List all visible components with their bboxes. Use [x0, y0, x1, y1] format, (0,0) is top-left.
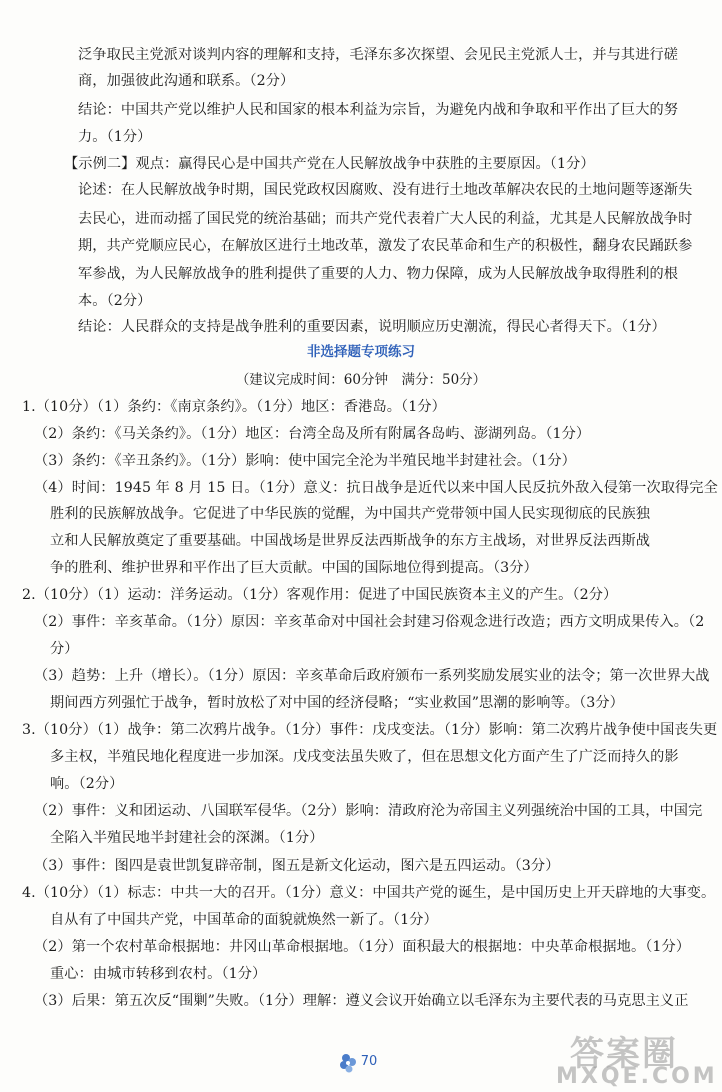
text-line: 商，加强彼此沟通和联系。（2分）: [78, 73, 295, 89]
answer-line: 响。（2分）: [50, 776, 124, 792]
text-line: 期，共产党顺应民心，在解放区进行土地改革，激发了农民革命和生产的积极性，翻身农民踊跃参: [78, 238, 693, 254]
answer-line: （2）第一个农村革命根据地：井冈山革命根据地。（1分）面积最大的根据地：中央革命根据地。（1分）: [34, 939, 691, 955]
answer-line: 期间西方列强忙于战争，暂时放松了对中国的经济侵略；“实业救国”思潮的影响等。（3分）: [50, 695, 624, 711]
answer-line: 胜利的民族解放战争。它促进了中华民族的觉醒，为中国共产党带领中国人民实现彻底的民族独: [50, 506, 651, 522]
watermark-top-text: 答案圈: [570, 1034, 678, 1074]
answer-line: （2）条约：《马关条约》。（1分）地区：台湾全岛及所有附属各岛屿、澎湖列岛。（1分）: [34, 426, 591, 442]
answer-line: 分）: [50, 641, 79, 657]
answer-line: 立和人民解放奠定了重要基础。中国战场是世界反法西斯战争的东方主战场，对世界反法西斯战: [50, 533, 651, 549]
answer-line: 全陷入半殖民地半封建社会的深渊。（1分）: [50, 830, 324, 846]
answer-line: 重心：由城市转移到农村。（1分）: [50, 966, 267, 982]
answer-line: 1.（10分）（1）条约：《南京条约》。（1分）地区：香港岛。（1分）: [22, 399, 446, 415]
answer-line: 自从有了中国共产党，中国革命的面貌就焕然一新了。（1分）: [50, 912, 438, 928]
answer-line: （3）趋势：上升（增长）。（1分）原因：辛亥革命后政府颁布一系列奖励发展实业的法令；第一次世界大战: [34, 668, 710, 684]
text-line: 结论：中国共产党以维护人民和国家的根本利益为宗旨，为避免内战和争取和平作出了巨大的努: [78, 102, 679, 118]
text-line: 力。（1分）: [78, 129, 152, 145]
text-line: 【示例二】观点：赢得民心是中国共产党在人民解放战争中获胜的主要原因。（1分）: [64, 156, 595, 172]
watermark-logo: [552, 1026, 718, 1089]
answer-line: （2）事件：义和团运动、八国联军侵华。（2分）影响：清政府沦为帝国主义列强统治中国的工具，中国完: [34, 803, 703, 819]
text-line: 去民心，进而动摇了国民党的统治基础；而共产党代表着广大人民的利益，尤其是人民解放战争时: [78, 211, 693, 227]
text-line: 军参战，为人民解放战争的胜利提供了重要的人力、物力保障，成为人民解放战争取得胜利的根: [78, 266, 679, 282]
answer-line: 2.（10分）（1）运动：洋务运动。（1分）客观作用：促进了中国民族资本主义的产生。（2分）: [22, 587, 618, 603]
answer-line: （3）事件：图四是袁世凯复辟帝制，图五是新文化运动，图六是五四运动。（3分）: [34, 858, 560, 874]
page-footer: [340, 1048, 384, 1080]
text-line: 论述：在人民解放战争时期，国民党政权因腐败、没有进行土地改革解决农民的土地问题等逐渐失: [78, 182, 693, 198]
answer-line: （3）后果：第五次反“围剿”失败。（1分）理解：遵义会议开始确立以毛泽东为主要代表的马克思主义正: [34, 993, 689, 1009]
answer-line: 4.（10分）（1）标志：中共一大的召开。（1分）意义：中国共产党的诞生，是中国历史上开天辟地的大事变。: [22, 885, 716, 901]
answer-line: 3.（10分）（1）战争：第二次鸦片战争。（1分）事件：戊戌变法。（1分）影响：第二次鸦片战争使中国丧失更: [22, 722, 718, 738]
text-line: 本。（2分）: [78, 293, 152, 309]
answer-line: （3）条约：《辛丑条约》。（1分）影响：使中国完全沦为半殖民地半封建社会。（1分）: [34, 453, 576, 469]
section-subtitle: （建议完成时间：60分钟 满分：50分）: [235, 372, 487, 388]
answer-line: 多主权，半殖民地化程度进一步加深。戊戌变法虽失败了，但在思想文化方面产生了广泛而持久的影: [50, 749, 679, 765]
answer-line: 争的胜利、维护世界和平作出了巨大贡献。中国的国际地位得到提高。（3分）: [50, 560, 538, 576]
section-title: 非选择题专项练习: [307, 344, 415, 360]
answer-line: （4）时间：1945 年 8 月 15 日。（1分）意义：抗日战争是近代以来中国人民反抗外敌入侵第一次取得完全: [34, 480, 718, 496]
page-number: 70: [360, 1054, 378, 1069]
text-line: 泛争取民主党派对谈判内容的理解和支持，毛泽东多次探望、会见民主党派人士，并与其进行磋: [78, 47, 679, 63]
text-line: 结论：人民群众的支持是战争胜利的重要因素，说明顺应历史潮流，得民心者得天下。（1分）: [78, 319, 666, 335]
answer-line: （2）事件：辛亥革命。（1分）原因：辛亥革命对中国社会封建习俗观念进行改造；西方文明成果传入。（2: [34, 614, 705, 630]
watermark-bottom-text: MXQE.COM: [556, 1064, 718, 1089]
